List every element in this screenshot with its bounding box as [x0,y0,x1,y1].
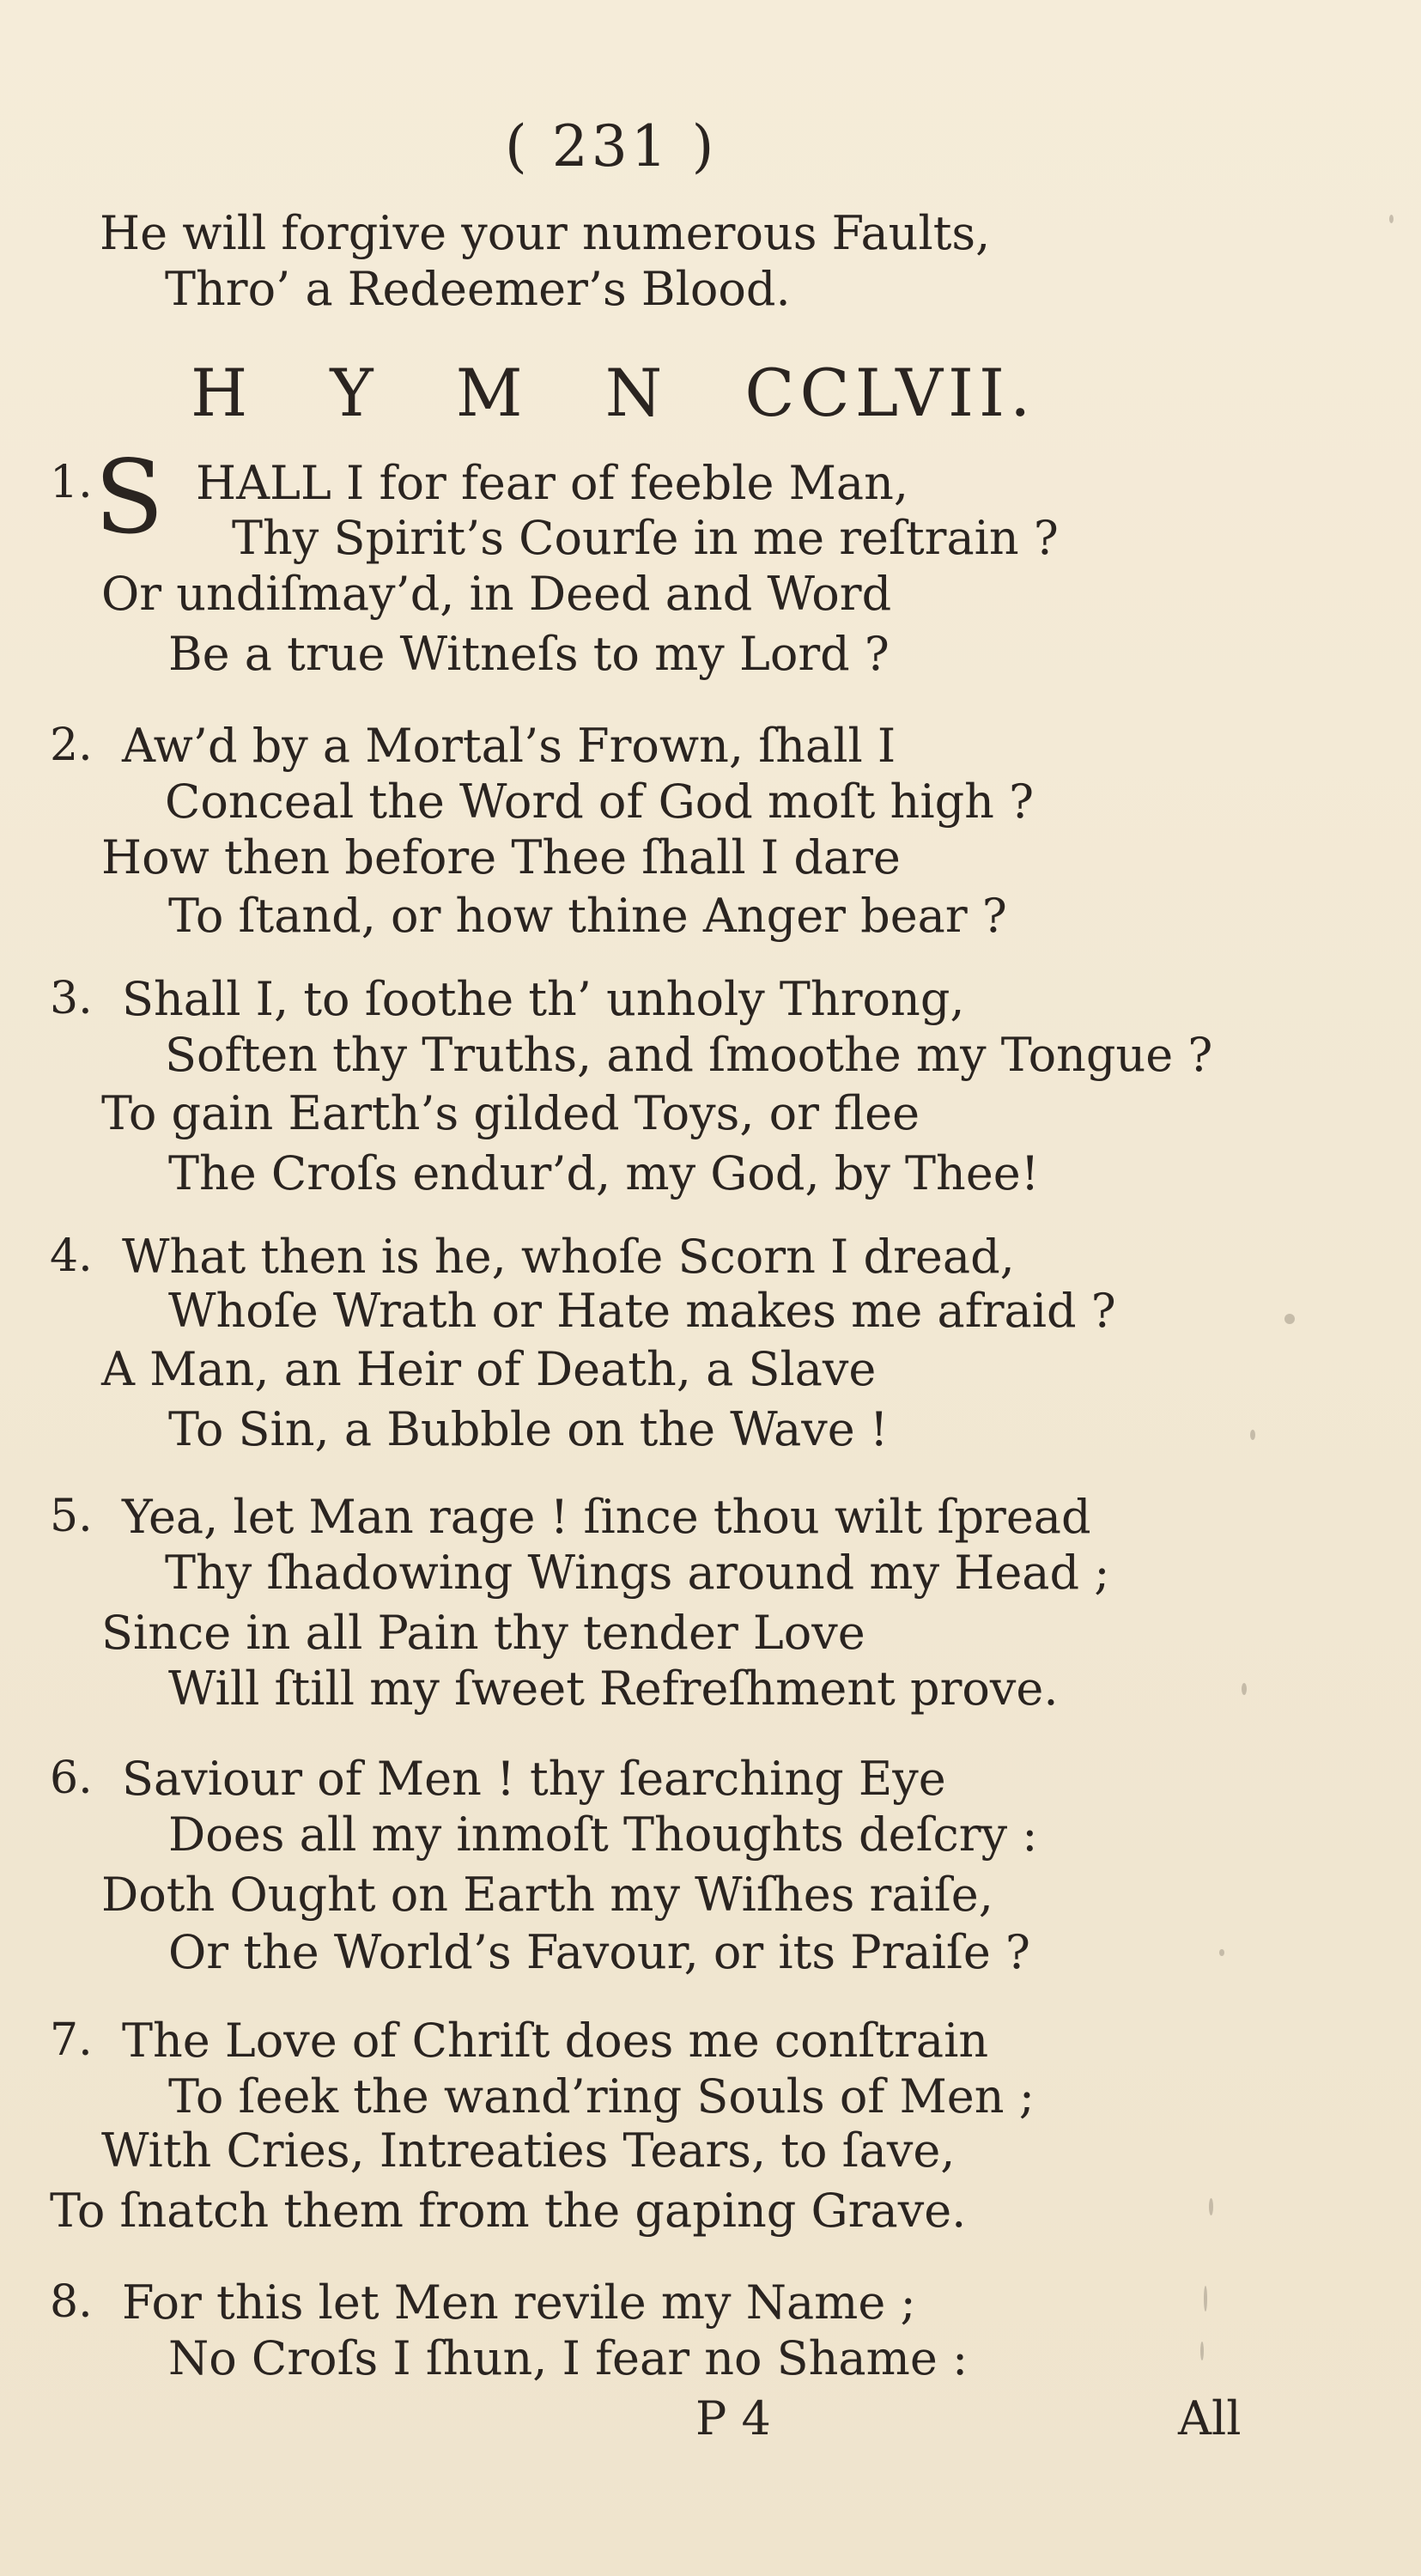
continuation-line-2: Thro’ a Redeemer’s Blood. [165,262,791,316]
stanza-line: Yea, let Man rage ! ſince thou wilt ſpread [122,1490,1091,1544]
stanza-number: 8. [50,2276,93,2328]
ink-speck [1284,1314,1295,1324]
stanza-number: 2. [50,720,93,771]
stanza-line: No Croſs I ſhun, I fear no Shame : [168,2331,969,2385]
stanza-line: How then before Thee ſhall I dare [101,830,901,884]
stanza-number: 1. [50,457,93,508]
continuation-line-1: He will forgive your numerous Faults, [100,206,991,260]
stanza-number: 6. [50,1753,93,1804]
stanza-line: Conceal the Word of God moſt high ? [165,775,1035,829]
signature-mark: P 4 [695,2391,771,2445]
ink-speck [1204,2286,1207,2312]
stanza-line: Shall I, to ſoothe th’ unholy Throng, [122,972,965,1026]
stanza-line: With Cries, Intreaties Tears, to ſave, [101,2123,956,2178]
stanza-line: To ſeek the wand’ring Souls of Men ; [168,2069,1035,2123]
catchword: All [1178,2391,1242,2445]
stanza-line: To ſnatch them from the gaping Grave. [50,2184,967,2238]
stanza-line: A Man, an Heir of Death, a Slave [101,1342,877,1396]
hymn-title: H Y M N CCLVII. [191,355,1036,431]
stanza-line: For this let Men revile my Name ; [122,2275,916,2330]
stanza-line: Or undiſmay’d, in Deed and Word [101,567,892,621]
stanza-line: The Croſs endur’d, my God, by Thee! [168,1146,1040,1200]
stanza-line: To gain Earth’s gilded Toys, or flee [101,1086,920,1140]
stanza-line: Since in all Pain thy tender Love [101,1606,865,1660]
ink-speck [1389,215,1394,223]
drop-cap: S [94,438,164,556]
stanza-number: 3. [50,973,93,1024]
stanza-line: Will ſtill my ſweet Refreſhment prove. [168,1662,1059,1716]
stanza-line: HALL I for fear of feeble Man, [196,456,909,510]
ink-speck [1242,1683,1247,1695]
ink-speck [1209,2198,1213,2215]
stanza-line: Aw’d by a Mortal’s Frown, ſhall I [122,719,896,773]
stanza-line: What then is he, whoſe Scorn I dread, [122,1230,1015,1284]
stanza-line: Thy ſhadowing Wings around my Head ; [165,1546,1110,1600]
stanza-line: Whoſe Wrath or Hate makes me afraid ? [168,1284,1116,1338]
stanza-line: To Sin, a Bubble on the Wave ! [168,1402,889,1456]
stanza-number: 7. [50,2014,93,2066]
stanza-line: Be a true Witneſs to my Lord ? [168,627,890,681]
ink-speck [1200,2342,1204,2360]
page-number: ( 231 ) [505,113,718,179]
stanza-line: Does all my inmoſt Thoughts deſcry : [168,1807,1038,1862]
stanza-line: Saviour of Men ! thy ſearching Eye [122,1752,946,1806]
stanza-line: Soften thy Truths, and ſmoothe my Tongue ? [165,1028,1213,1082]
ink-speck [1250,1430,1255,1440]
stanza-line: The Love of Chriſt does me conſtrain [122,2014,989,2068]
stanza-number: 5. [50,1491,93,1542]
ink-speck [1219,1949,1224,1956]
stanza-line: Thy Spirit’s Courſe in me reſtrain ? [232,511,1059,565]
stanza-line: Or the World’s Favour, or its Praiſe ? [168,1925,1030,1979]
stanza-line: Doth Ought on Earth my Wiſhes raiſe, [101,1868,993,1922]
stanza-number: 4. [50,1230,93,1282]
stanza-line: To ſtand, or how thine Anger bear ? [168,889,1007,943]
